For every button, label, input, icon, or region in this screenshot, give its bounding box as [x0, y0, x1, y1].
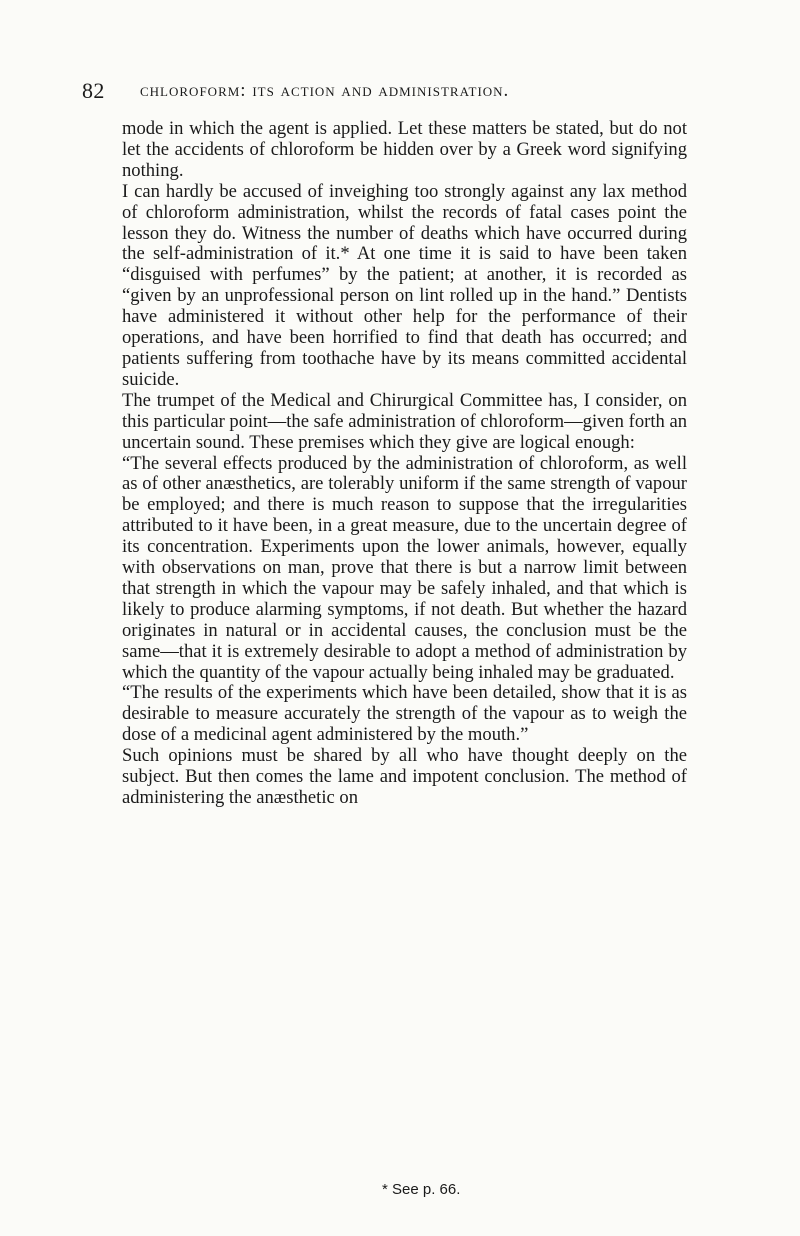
paragraph: “The several effects produced by the administration of chloroform, as well as of other anæsthetics, are tolerably uniform if the same strength of vapour be employed; and there is much reason to suppose that the irregularities attributed to it have been, in a great measure, due to the uncertain degree of its concentration. Experiments upon the lower animals, however, equally with observations on man, prove that there is but a narrow limit between that strength in which the vapour may be safely inhaled, and that which is likely to produce alarming symptoms, if not death. But whether the hazard originates in natural or in accidental causes, the conclusion must be the same—that it is extremely desirable to adopt a method of administration by which the quantity of the vapour actually being inhaled may be graduated. — [122, 452, 687, 683]
page-number: 82 — [82, 78, 105, 103]
running-title: chloroform: its action and administration. — [140, 80, 510, 101]
paragraph: Such opinions must be shared by all who have thought deeply on the subject. But then comes the lame and impotent conclusion. The method of administering the anæsthetic on — [122, 745, 687, 808]
footnote: * See p. 66. — [382, 1181, 461, 1198]
paragraph: mode in which the agent is applied. Let these matters be stated, but do not let the accidents of chloroform be hidden over by a Greek word signifying nothing. — [122, 118, 687, 181]
paragraph: I can hardly be accused of inveighing too strongly against any lax method of chloroform administration, whilst the records of fatal cases point the lesson they do. Witness the number of deaths which have occurred during the self-administration of it.* At one time it is said to have been taken “disguised with perfumes” by the patient; at another, it is recorded as “given by an unprofessional person on lint rolled up in the hand.” Dentists have administered it without other help for the performance of their operations, and have been horrified to find that death has occurred; and patients suffering from toothache have by its means committed accidental suicide. — [122, 180, 687, 390]
running-head — [82, 78, 722, 108]
body-text — [122, 119, 687, 809]
paragraph: The trumpet of the Medical and Chirurgical Committee has, I consider, on this particular point—the safe administration of chloroform—given forth an uncertain sound. These premises which they give are logical enough: — [122, 389, 687, 453]
paragraph: “The results of the experiments which have been detailed, show that it is as desirable to measure accurately the strength of the vapour as to weigh the dose of a medicinal agent administered by the mouth.” — [122, 682, 687, 746]
